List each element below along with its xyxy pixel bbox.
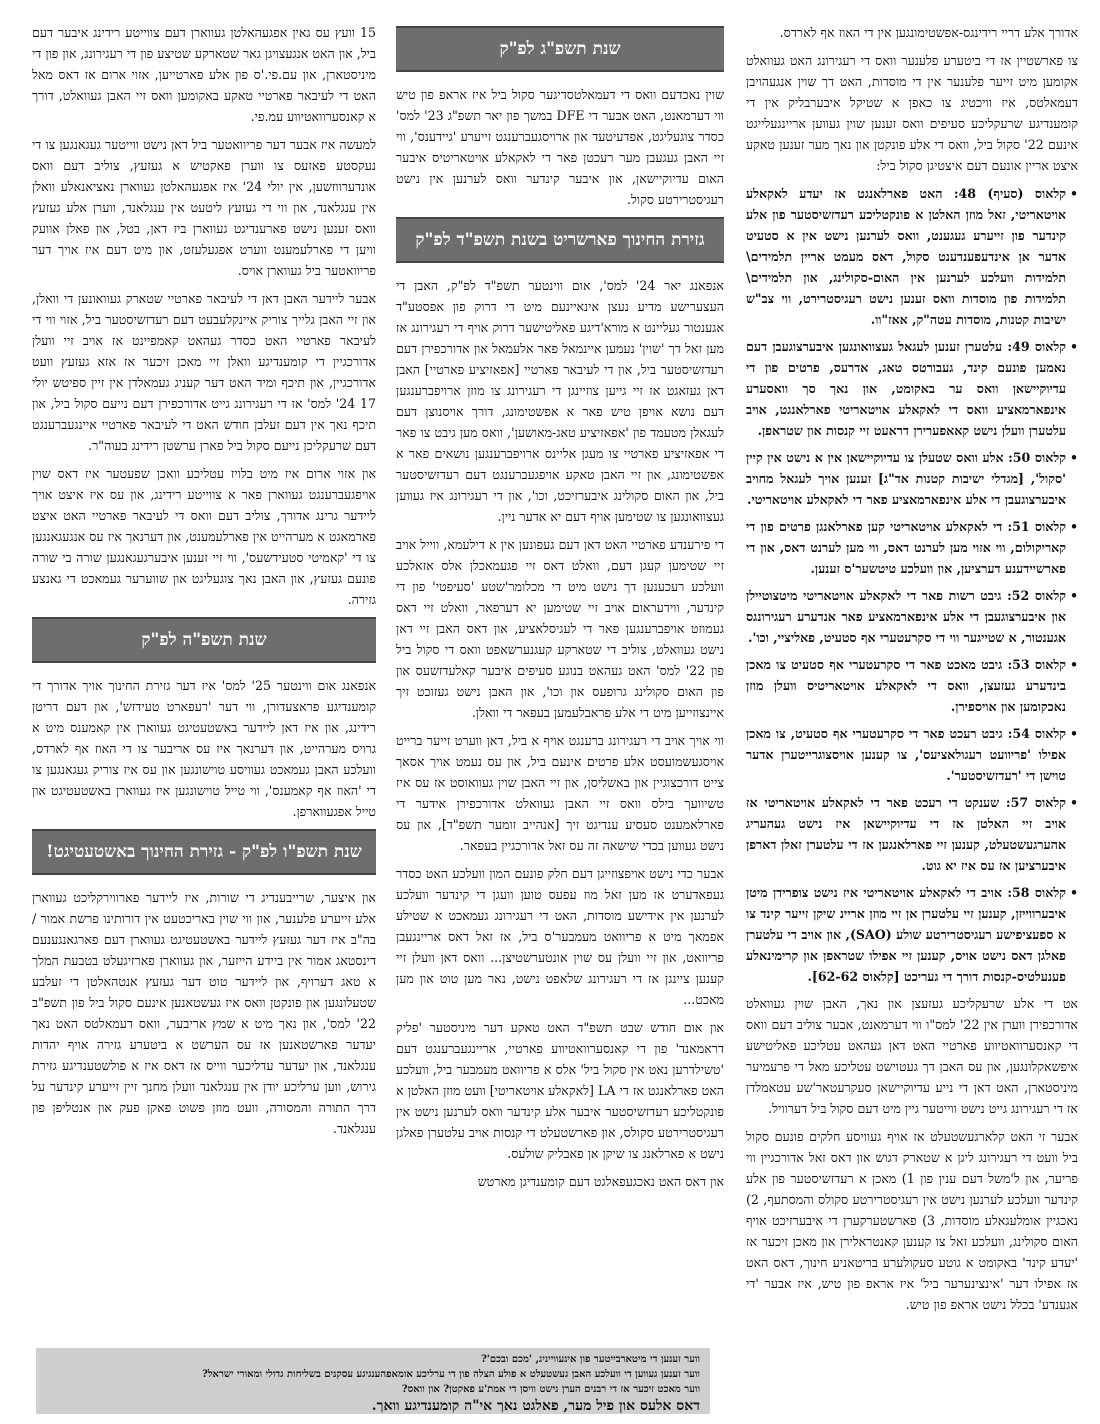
section-heading: שנת תשפ"ו לפ"ק - גזירת החינוך באשטעטיגט! <box>32 829 376 875</box>
section-heading: גזירת החינוך פארשריט בשנת תשפ"ד לפ"ק <box>396 217 724 263</box>
clause-item: • קלאוס 52: גיבט רשות פאר די לאקאלע אויטאריטי מיטצוטיילן און איבערצוגעבן די אלע אינפארמאציע פאר אנדערע רעגירונגס אגענטור, א שטייגער ווי די סקרעטערי אף סטעיט, פאליציי, וכו'. <box>746 585 1078 648</box>
paragraph: אבער זי האט קלארגעשטעלט אז אויף געוויסע חלקים פונעם סקול ביל וועט די רעגירונג ליגן א שטארק דגוש און דאס זאל אדורכגיין ווי פריער, און ל'משל דעם ענין פון 1) מאכן א רעדזשיסטער פון אלע קינדער וועלכע לערנען נישט אין רעגיסטרירטע סקולס והמסתעף, 2) נאכגיין אומלעגאלע מוסדות, 3) פארשטערקערן די איבערזיכט אויף האום סקולינג, וועלכע זאל צו קענען קאנטראלירן און מאכן זיכער אז 'יעדע קינד' באקומט א גוטע סעקולערע בריטאניע חינוך, דאס האט אז אפילו דער 'אינצינערער ביל' איז אראפ פון טיש, איז אבער 'די אגענדע' בכלל נישט אראפ פון טיש. <box>746 1129 1078 1312</box>
clause-list <box>746 183 1078 987</box>
paragraph: 15 וועץ עס גאין אפגעהאלטן געווארן דעם צווייטע רידינג איבער דעם ביל, און האט אנגעצויגן גאר שטארקע שטיצע פון די רעגירונג, און פון די מיניסטארן, און עם.פי.'ס פון אלע פארטייען, אזוי ארום אז דאס מאל האט די לעיבאר פארטיי טאקע באקומען וואס זיי האבן געוואלט, דורך א קאנסערוואטיווע עמ.פי. <box>32 25 376 124</box>
paragraph: אבער כדי נישט אויפצוזייגן דעם חלק פונעם המון וועלכע האט כסדר געפאדערט אז מען זאל מוז עפעס טוען וועגן די קינדער וועלכע לערנען אין אידישע מוסדות, האט די רעגירונג געמאכט א שטילע אפמאך מיט א פריוואט מעמבער'ס ביל, אז זאל דאס אריינגעבן פריוואט, און זיי וועלן עס שוין אונטערשטיצן... וואס דאן וועלן זיי קענען ציינגן אז די רעגירונג שלאפט נישט, נאר מען טוט און מען מאכט... <box>396 866 724 1007</box>
clause-item: • קלאוס 58: אויב די לאקאלע אויטאריטי איז נישט צופרידן מיטן איבערווייזן, קענען זיי עלטערן אן זיי מוזן אריינ שיקן זייער קינד צו א ספעציפישע רעגיסטרירטע שולע (SAO), און אויב די עלטערן פאלגן דאס נישט אויס, קענען זיי אפילו שטראפן און קרימינאלע פענעלטיס-קנסות דורך די געריכט [קלאוס 62-62]. <box>746 882 1078 987</box>
teaser-line: ווער זענען די מיטארבייטער פון אינעווייניג, 'מכם ובכם'? <box>480 1354 700 1365</box>
section-heading: שנת תשפ"ג לפ"ק <box>396 26 724 72</box>
paragraph: אט די אלע שרעקליכע געזעצן און נאך, האבן שוין געוואלט אדורכפירן ווערן אין 22' למס"ו ווי דערמאנט, אבער צוליב דעם וואס די קאנסערוואטיווע פארטיי האט דאן געהאט עטליכע פאליטישע איפשאקלונגען, און עס האבן דך געטוישט עטליכע מאל די פרעמיער מיניסטארן, האט דאן די נייע עדיוקיישאן סעקרעטאר'שע עטאמלדן אז די רעגירונג גייט נישט ווייטער גיין מיט דעם סקול ביל דערוויל. <box>746 996 1078 1116</box>
clause-item: • קלאוס 54: גיבט רעכט פאר די סקרעטערי אף סטעיט, צו מאכן אפילו 'פריוועט רעגולאציעס', צו קענען אויסצוגרייטערן אדער טוישן די 'רעדזשיסטער'. <box>746 723 1078 786</box>
clause-item: • קלאוס 53: גיבט מאכט פאר די סקרעטערי אף סטעיט צו מאכן בינדערע געזעצן, וואס די לאקאלע אויטאריטיס וועלן מוזן נאכקומען און אויספירן. <box>746 654 1078 717</box>
paragraph: שוין נאכדעם וואס די דעמאלטסדיגער סקול ביל איז אראפ פון טיש ווי דערמאנט, האט אבער די DFE במשך פון יאר תשפ"ג 23' למס' כסדר צוגעליגט, אפדעיטעד און ארויסגעברענגט זייערע 'גיידענס', ווי זיי האבן געגעבן מער רעכטן פאר די לאקאלע אויטאריטיס איבער האום עדיוקיישאן, און איבער קינדער וואס לערנען אין נישט רעגיסטרירטע סקול. <box>396 87 725 207</box>
paragraph: צו פארשטיין אז די ביטערע פלענער וואס די רעגירונג האט געוואלט אקומען מיט זייער פלענער אין די מוסדות, האט דך שוין אנגעהויבן דעמאלטס, איז וויכטיג צו כאפן א שטיקל איבערבליק אין די קומענדיגע שרעקליכע סעיפים וואס זענען שוין געווען אריינגעלייגט אינעם 22' סקול ביל, וואס די אלע פונקטן און נאך מער זענען טאקע איצט אריין אונעם דעם איצטיגן סקול ביל: <box>746 53 1079 173</box>
teaser-box <box>36 1348 710 1414</box>
paragraph: למעשה איז אבער דער פריוואטער ביל דאן נישט ווייטער געגאנגען צו די נעקסטע פאזעס צו ווערן פאקטיש א געזעץ, צוליב דעם וואס אונדערווזשען, אין יולי 24' איז אפגעהאלטן געווארן נאציאנאלע וואלן אין ענגלאנד, און ווי די געזעץ ליטעט אין ענגלאנד, ווערן אלע געזעץ וואס זענען נישט פארענדיגט געווארן ביז דאן, בטל, און פאלן אוועק וויען די פארלעמענט ווערט אפגעלעזט, און מיט דעם איז אויך דער פריוואטער ביל געווארן אויס. <box>32 137 376 278</box>
clause-item: • קלאוס (סעיף) 48: האט פארלאנגט אז יעדע לאקאלע אויטאריטי, זאל מוזן האלטן א פונקטליכע רעדזשיסטער פון אלע קינדער פון זייערע געגענט, וואס לערנען נישט אין א סטעיט אדער אן אינדעפענדענט סקול, דאס מעמט אריין תלמידים\ תלמידות וועלכע לערנען אין האום-סקולינג, און תלמידים\ תלמידות פון מוסדות וואס זענען נישט רעגיסטרירט, ווי צב"ש ישיבות קטנות, מוסדות עטה"ק, אאז"וו. <box>746 183 1078 330</box>
paragraph: און איצער, שרייבענדיג די שורות, איז ליידער פארווירקליכט געווארן אלע זייערע פלענער, און ווי שוין באריכטעט אין דורותינו פרשת אמור / בה"ב איז דער געזעץ ליידער באשטעטיגט געווארן דעם פארגאנגענעם דינסטאג אמור אין ביידע הייזער, און געווארן פארזיגעלט בטבעת המלך א טאג דערויף, און ליידער טוט דער געזעץ אנטהאלטן די זעלבע שטעלונגען און פונקטן וואס איז געשטאנען אינעם סקול ביל פון תשפ"ב 22' למס', און נאך מיט א שמץ אריבער, וואס דעמאלטס האט נאך יעדער פארשטאנען אז עס הערשט א ביטערע גזירה אויף יהדות ענגלאנד, און יעדער עדליכער ווייס אז דאס איז א פולשטענדיגע גזירת גירוש, ווען ערליכע יודן אין ענגלאנד וועלן מחנך זיין זייערע קינדער על דרך התורה והמסורה, וועט מוזן פשוט פאקן פעק און אנטליפן פון ענגלאנד. <box>32 890 376 1136</box>
paragraph: אבער ליידער האבן דאן די לעיבאר פארטיי שטארק געוואונען די וואלן, און זיי האבן גלייך צוריק איינקלעבעט דעם רעדזשיסטער ביל, אזוי ווי די לעיבאר פארטיי האט כסדר געהאט קאמפיינט אז אויב זיי וועלן אדורכגיין די קומענדיגע וואלן זיי מאכן זיכער אז אזא געזעץ וועט אדורכגיין, און תיכף ומיד האט דער קעניג געמאלדן אין זיין ספיטש יולי 17 24' למס' אז די רעגירונג גייט אדורכפירן דעם נייעם סקול ביל, און תיכף נאך אין דעם זעלבן חודש האט די לעיבאר פארטיי איינגעברענגט דעם שרעקליכן נייעם סקול ביל פארן ערשטן רידינג בעוה"ר. <box>32 291 376 453</box>
teaser-line: ווער זענען געווען די וועלכע האבן געשטעלט א פולע הצלה פון די ערליכע אומאפהענגיגע עסקנים בשליחות גדולי ומאורי ישראל? <box>202 1369 700 1380</box>
column-left <box>32 22 376 1146</box>
paragraph: אדורך אלע דריי רידינגס-אפשטימונגען אין די האוז אף לארדס. <box>779 25 1078 40</box>
paragraph: די פירענדע פארטיי האט דאן דעם געפונען אין א דילעמא, ווייל אויב זיי שטימען קעגן דעם, וואלט דאס זיי פגעמאכלן אלס אזאלכע וועלכע רעכענען דך נישט מיט די מכלומר'שטע 'סעיפטי' פון די קינדער, ווידעראום אויב זיי שטימען יא דערפאר, וואלט זיי דאס געמוזט אויפברענגען פאר די לעגיסלאציע, און דאס האבן זיי דאן נישט געוואלט, צוליב די שטארקע קעגנערשאפט וואס די סקול ביל פון 22' למס' האט געהאט בנוגע סעיפים איבער קאלעדזשעס און פון האום סקולינג גרופעס און וכו', און האבן נישט געזוכט זיך איינצוזייען מיט די אלע פראבלעמען בעפאר די וואלן. <box>396 537 724 720</box>
paragraph: און דאס האט נאכגעפאלגט דעם קומענדיגן מארטש <box>477 1174 724 1189</box>
paragraph: אנפאנג אום ווינטער 25' למס' איז דער גזירת החינוך אויך אדורך די קומענדיגע פראצעדורן, ווי דער 'רעפארט טעידזש', און דעם דריטן רידינג, און איז דאן ליידער באשטעטיגט געווארן אין קאמענס מיט א גרויס מערהייט, און דערנאך איז עס אריבער צו די האוז אף לארדס, וועלכע האבן געמאכט געוויסע טוישונגען און עס איז צוריק געגאנגען צו די 'האוז אף קאמענס', ווי טייל טוישונגען איז געווארן באשטעטיגט און טייל אפגעווארפן. <box>32 678 376 819</box>
clause-item: • קלאוס 51: די לאקאלע אויטאריטי קען פארלאנגן פרטים פון די קאריקולום, ווי אזוי מען לערנט דאס, ווי מען לערנט דאס, און די פארשיידענע דערציען, און וועלכע טיטשער'ס זענען. <box>746 516 1078 579</box>
teaser-headline: דאס אלעס און פיל מער, פאלגט נאך אי"ה קומענדיגע וואך. <box>371 1398 700 1414</box>
column-right <box>746 22 1078 1322</box>
clause-item: • קלאוס 50: אלע וואס שטעלן צו עדיוקיישאן אין א נישט אין קיין 'סקול', [מגדלי ישיבות קטנות אד"ג] זענען אויך לעגאל מחויב איבערצוגעבן די אלע אינפארמאציע פאר די לאקאלע אויטאריטי. <box>746 447 1078 510</box>
paragraph: ווי אויך אויב די רעגירונג ברענגט אויף א ביל, דאן ווערט זייער ברייט אויסגעשמועסט אלע פרטים אינעם ביל, און עס נעמט אויך אסאך צייט דורכצוגיין און באשליסן, און זיי האבן שוין געוואוסט אז עס איז טשיוועך בילס וואס זיי האבן געוואלט אדורכפירן אידער די פארלאמענט סעסיע ענדיגט זיך [אנהייב זומער תשפ"ד], און עס נישט געווען בכדי שישאה זה עס זאל אדורכגיין בעפאר. <box>396 733 724 853</box>
paragraph: אנפאנג יאר 24' למס', אום ווינטער תשפ"ד לפ"ק, האבן די העצערישע מדיע נעצן אינאיינעם מיט די דרוק פון אפסטע"ד אגענטור געליינט א מורא'דיגע פאליטישער דרוק אויף די רעגירונג אז מען זאל דך 'שוין' נעמען איינמאל פאר אלעמאל און אדורכפירן דעם רעדזשיסטער ביל, און די לעיבאר פארטיי [אפאזיציע פארטיי] האבן דאן געזאגט אז זיי גייען צוזיינגן די רעגירונג צו מוזן ארויפברענגען דעם נושא אויפן טיש פאר א אפשטימונג, דורך אויסנוצן דעם לעגאלן מטעמד פון 'אפאזיציע טאג-מאושען', וואס מען גיבט צו פאר די אפאזיציע פארטיי צו מעגן אליינס ארויפברענגען נושאים פאר א אפשטימונג, און זיי האבן טאקע אויפגעברענגט דעם רעדזשיסטער ביל, און האום סקולינג איבערזיכט, וכו', און די רעגירונג איז געווען געצוואונגען צו שטימען אויף דעם יא אדער ניין. <box>396 278 724 524</box>
clause-item: • קלאוס 57: שענקט די רעכט פאר די לאקאלע אויטאריטי אז אויב זיי האלטן אז די עדיוקיישאן איז נישט געהעריג אהערגעשטעלט, קענען זיי פארלאנגען אז די עלטערן זאלן דארפן איבערציען אז עס איז יא גוט. <box>746 792 1078 876</box>
teaser-line: ווער מאכט זיכער אז די רבנים הערן נישט וויסן די אמת'ע פאקטן? און וואס? <box>401 1384 700 1395</box>
paragraph: און אום חודש שבט תשפ"ד האט טאקע דער מיניסטער 'פליק דראמאנד' פון די קאנסערוואטיווע פארטיי, אריינגעברענגט דעם 'טשילדרען נאט אין סקול ביל' אלס א פריוואט מעמבער ביל, וועלכע האט פארלאנגט אז די LA [לאקאלע אויטאריטי] וועט מוזן האלטן א פונקטליכע רעדזשיסטער איבער אלע קינדער וואס לערנען נישט אין רעגיסטרירטע סקולס, און פארשטעלט די קנסות אויב עלטערן פאלגן נישט א פארלאנג צו שיקן אן פאבליק שולעס. <box>396 1020 725 1161</box>
column-middle <box>396 22 724 1199</box>
clause-item: • קלאוס 49: עלטערן זענען לעגאל געצוואונגען איבערצוגעבן דעם נאמען פונעם קינד, געבורטס טאג, אדרעס, פרטים פון די עדיוקיישאן וואס ער באקומט, און נאך סך וואסערע אינפארמאציע וואס די לאקאלע אויטאריטי פארלאנגט, אויב עלטערן וועלן נישט קאאפערירן דראעט זיי קנסות און שטראפן. <box>746 336 1078 441</box>
section-heading: שנת תשפ"ה לפ"ק <box>32 617 376 663</box>
paragraph: און אזוי ארום איז מיט בלויז עטליכע וואכן שפעטער איז דאס שוין אויפגעברענגט געווארן פאר א צווייטע רידינג, און עס איז איצט אויך ליידער גרינג אדורך, צוליב דעם וואס די לעיבאר פארטיי האט איצט פארמאגט א מערהייט אין פארלעמענט, און דערנאך איז עס אנגעגאנגען צו די 'קאמיטי סטעידשעס', ווי זיי זענען איבערגעגאנגען שורה בי שורה פונעם געזעץ, און האבן נאך צוגעליגט און שווערער געמאכט די גאנצע גזירה. <box>32 466 376 607</box>
